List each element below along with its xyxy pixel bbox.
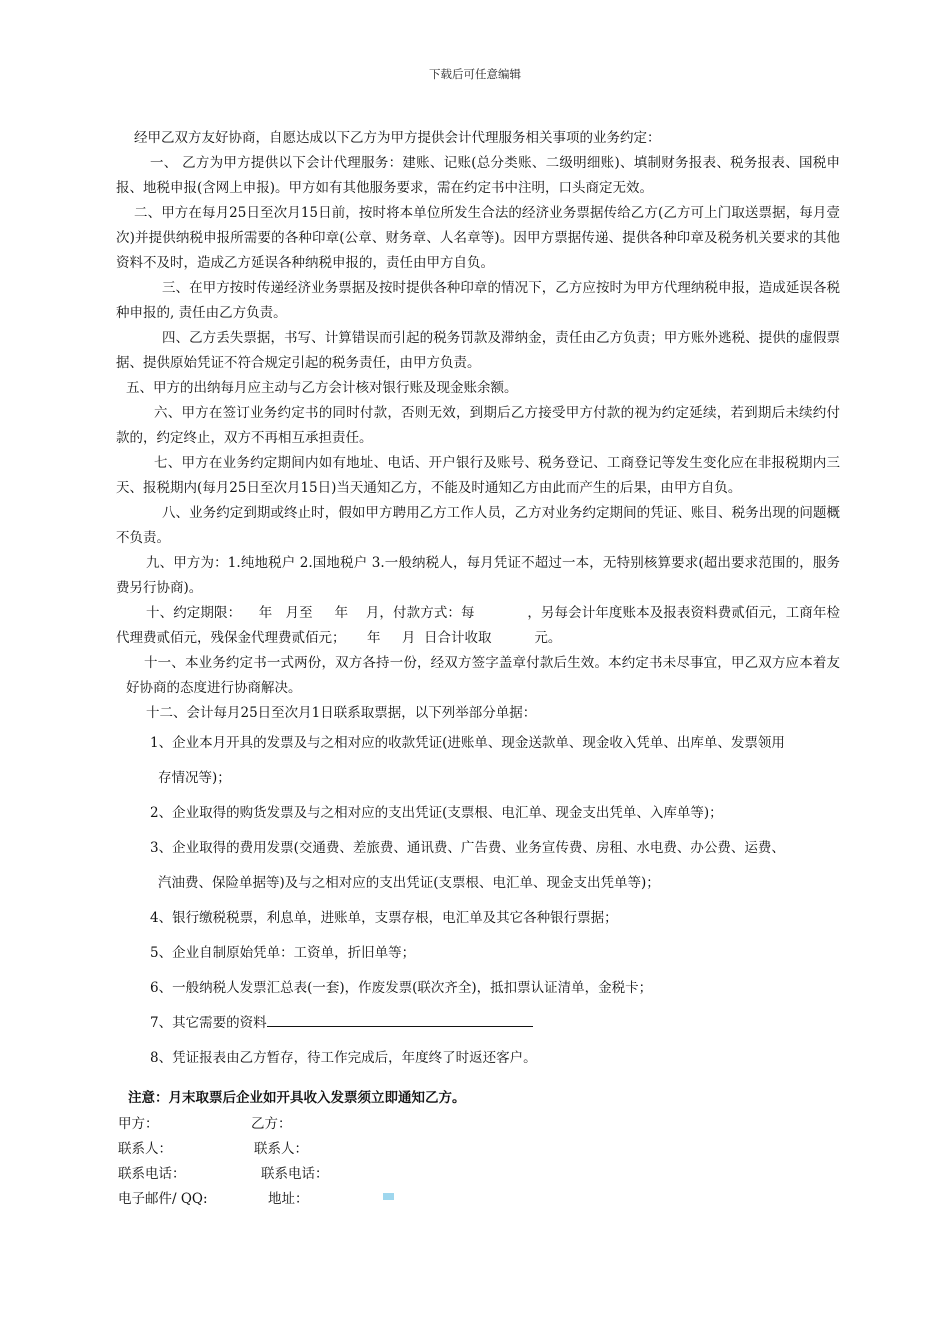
- clause-2: 二、甲方在每月25日至次月15日前，按时将本单位所发生合法的经济业务票据传给乙方(乙方可上门取送票据，每月壹次)并提供纳税申报所需要的各种印章(公章、财务章、人名章等)。因甲方票据传递、提供各种印章及税务机关要求的其他资料不及时，造成乙方延误各种纳税申报的，责任由甲方自负。: [116, 205, 840, 271]
- fill-in-blank-line[interactable]: [267, 1012, 533, 1027]
- clause-8: 八、业务约定到期或终止时，假如甲方聘用乙方工作人员，乙方对业务约定期间的凭证、账目、税务出现的问题概不负责。: [116, 505, 840, 546]
- list-item-text: 7、其它需要的资料: [150, 1015, 267, 1031]
- list-item: [116, 971, 840, 1006]
- page-header: 下载后可任意编辑: [429, 67, 521, 81]
- party-a-label: 甲方：: [118, 1116, 159, 1132]
- list-item: [116, 901, 840, 936]
- phone-b-label: 联系电话：: [261, 1166, 329, 1182]
- list-item-continuation: 存情况等)；: [158, 770, 231, 786]
- intro-paragraph: 经甲乙双方友好协商，自愿达成以下乙方为甲方提供会计代理服务相关事项的业务约定：: [134, 130, 661, 146]
- clause-10: 十、约定期限： 年 月至 年 月，付款方式：每 ，另每会计年度账本及报表资料费贰佰元，工商年检代理费贰佰元，残保金代理费贰佰元； 年 月 日合计收取 元。: [116, 605, 840, 646]
- clause-6: 六、甲方在签订业务约定书的同时付款，否则无效，到期后乙方接受甲方付款的视为约定延续，若到期后未续约付款的，约定终止，双方不再相互承担责任。: [116, 405, 840, 446]
- list-item-text: 3、企业取得的费用发票(交通费、差旅费、通讯费、广告费、业务宣传费、房租、水电费、办公费、运费、: [150, 840, 785, 856]
- clause-12: 十二、会计每月25日至次月1日联系取票据，以下列举部分单据：: [146, 705, 537, 721]
- list-item: [116, 831, 840, 901]
- clause-7: 七、甲方在业务约定期间内如有地址、电话、开户银行及账号、税务登记、工商登记等发生变化应在非报税期内三天、报税期内(每月25日至次月15日)当天通知乙方，不能及时通知乙方由此而产生的后果，由甲方自负。: [116, 455, 840, 496]
- list-item-text: 5、企业自制原始凭单：工资单，折旧单等；: [150, 945, 416, 961]
- clause-4: 四、乙方丢失票据，书写、计算错误而引起的税务罚款及滞纳金，责任由乙方负责；甲方账外逃税、提供的虚假票据、提供原始凭证不符合规定引起的税务责任，由甲方负责。: [116, 330, 840, 371]
- contact-b-label: 联系人：: [254, 1141, 308, 1157]
- document-list: [116, 726, 840, 1076]
- address-b-label: 地址：: [268, 1191, 309, 1207]
- contact-a-label: 联系人：: [118, 1141, 172, 1157]
- list-item: [116, 796, 840, 831]
- highlight-mark: [383, 1193, 394, 1200]
- phone-a-label: 联系电话：: [118, 1166, 186, 1182]
- list-item-continuation: 汽油费、保险单据等)及与之相对应的支出凭证(支票根、电汇单、现金支出凭单等)；: [158, 875, 660, 891]
- list-item: [116, 1006, 840, 1041]
- party-b-label: 乙方：: [251, 1116, 292, 1132]
- clause-3: 三、在甲方按时传递经济业务票据及按时提供各种印章的情况下，乙方应按时为甲方代理纳税申报，造成延误各税种申报的, 责任由乙方负责。: [116, 280, 840, 321]
- list-item-text: 4、银行缴税税票，利息单，进账单，支票存根，电汇单及其它各种银行票据；: [150, 910, 618, 926]
- list-item-text: 6、一般纳税人发票汇总表(一套)，作废发票(联次齐全)，抵扣票认证清单，金税卡；: [150, 980, 653, 996]
- clause-11: 十一、本业务约定书一式两份，双方各持一份，经双方签字盖章付款后生效。本约定书未尽事宜，甲乙双方应本着友好协商的态度进行协商解决。: [126, 655, 840, 696]
- email-a-label: 电子邮件/ QQ:: [118, 1191, 208, 1207]
- clause-5: 五、甲方的出纳每月应主动与乙方会计核对银行账及现金账余额。: [126, 380, 518, 396]
- agreement-body: [116, 126, 840, 1076]
- notice-text: 注意：月末取票后企业如开具收入发票须立即通知乙方。: [128, 1090, 466, 1106]
- list-item-text: 2、企业取得的购货发票及与之相对应的支出凭证(支票根、电汇单、现金支出凭单、入库单等)；: [150, 805, 723, 821]
- clause-9: 九、甲方为：1.纯地税户 2.国地税户 3.一般纳税人，每月凭证不超过一本，无特别核算要求(超出要求范围的，服务费另行协商)。: [116, 555, 840, 596]
- list-item: [116, 726, 840, 796]
- list-item-text: 1、企业本月开具的发票及与之相对应的收款凭证(进账单、现金送款单、现金收入凭单、出库单、发票领用: [150, 735, 785, 751]
- list-item: [116, 1041, 840, 1076]
- clause-1: 一、 乙方为甲方提供以下会计代理服务：建账、记账(总分类账、二级明细账)、填制财务报表、税务报表、国税申报、地税申报(含网上申报)。甲方如有其他服务要求，需在约定书中注明，口头商定无效。: [116, 155, 840, 196]
- list-item-text: 8、凭证报表由乙方暂存，待工作完成后，年度终了时返还客户。: [150, 1050, 537, 1066]
- list-item: [116, 936, 840, 971]
